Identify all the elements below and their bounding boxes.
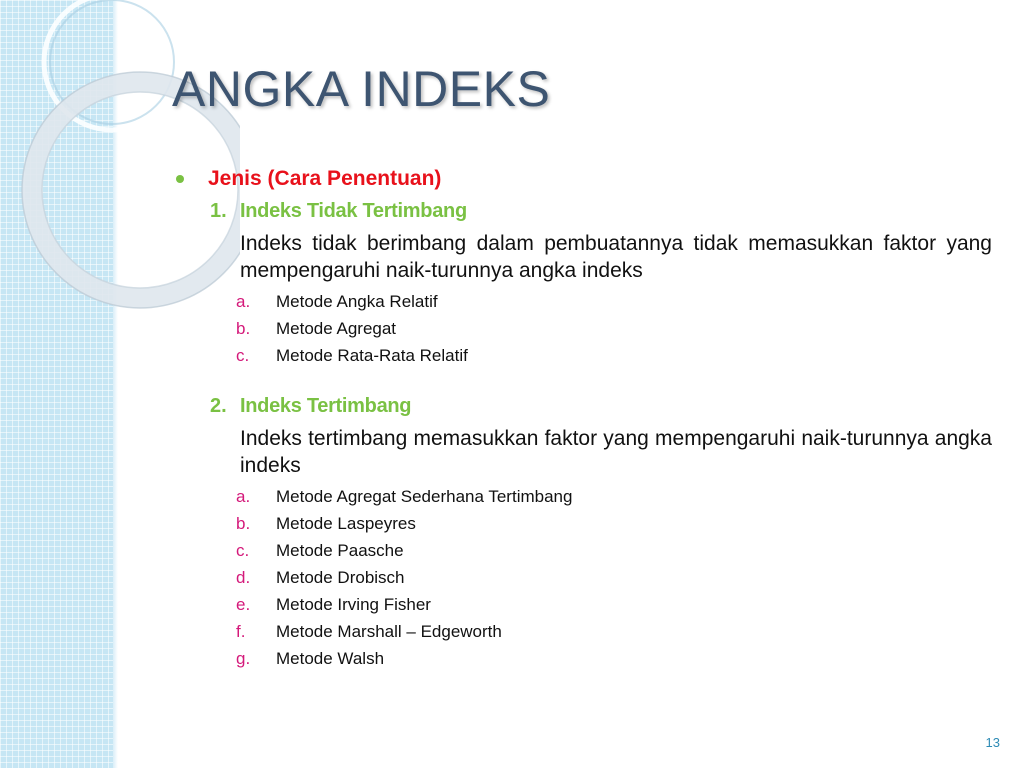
side-panel-edge <box>113 0 118 768</box>
method-label: Metode Marshall – Edgeworth <box>276 621 502 641</box>
method-label: Metode Drobisch <box>276 567 405 587</box>
method-marker: c. <box>236 345 250 365</box>
method-list <box>170 288 992 369</box>
method-label: Metode Paasche <box>276 540 404 560</box>
section-heading <box>210 391 992 421</box>
method-item <box>236 645 992 672</box>
method-list <box>170 483 992 672</box>
method-item <box>236 564 992 591</box>
method-item <box>236 537 992 564</box>
slide-title: ANGKA INDEKS <box>172 61 551 117</box>
method-marker: f. <box>236 621 246 641</box>
bullet-dot-icon <box>176 175 184 183</box>
method-label: Metode Rata-Rata Relatif <box>276 345 468 365</box>
page-number: 13 <box>985 735 1000 750</box>
method-marker: a. <box>236 291 251 311</box>
method-item <box>236 483 992 510</box>
method-item <box>236 591 992 618</box>
method-item <box>236 618 992 645</box>
section-heading-text: Indeks Tertimbang <box>240 394 412 417</box>
section-description: Indeks tidak berimbang dalam pembuatannya tidak memasukkan faktor yang mempengaruhi naik-turunnya angka indeks <box>240 232 992 282</box>
bullet-item <box>170 162 992 196</box>
method-label: Metode Irving Fisher <box>276 594 431 614</box>
bullet-text: Jenis (Cara Penentuan) <box>208 167 442 190</box>
method-label: Metode Angka Relatif <box>276 291 438 311</box>
section-1 <box>170 196 992 369</box>
method-marker: a. <box>236 486 251 506</box>
section-number: 2. <box>210 394 227 417</box>
section-2 <box>170 391 992 672</box>
method-marker: e. <box>236 594 251 614</box>
method-item <box>236 288 992 315</box>
method-marker: g. <box>236 648 251 668</box>
section-description: Indeks tertimbang memasukkan faktor yang mempengaruhi naik-turunnya angka indeks <box>240 427 992 477</box>
section-number: 1. <box>210 199 227 222</box>
side-pattern-panel <box>0 0 114 768</box>
method-marker: d. <box>236 567 251 587</box>
slide-content <box>170 162 992 672</box>
method-label: Metode Agregat <box>276 318 397 338</box>
method-label: Metode Laspeyres <box>276 513 416 533</box>
method-item <box>236 315 992 342</box>
method-marker: b. <box>236 513 251 533</box>
section-heading-text: Indeks Tidak Tertimbang <box>240 199 467 222</box>
method-marker: b. <box>236 318 251 338</box>
method-label: Metode Agregat Sederhana Tertimbang <box>276 486 573 506</box>
section-heading <box>210 196 992 226</box>
method-item <box>236 342 992 369</box>
method-item <box>236 510 992 537</box>
method-marker: c. <box>236 540 250 560</box>
method-label: Metode Walsh <box>276 648 385 668</box>
